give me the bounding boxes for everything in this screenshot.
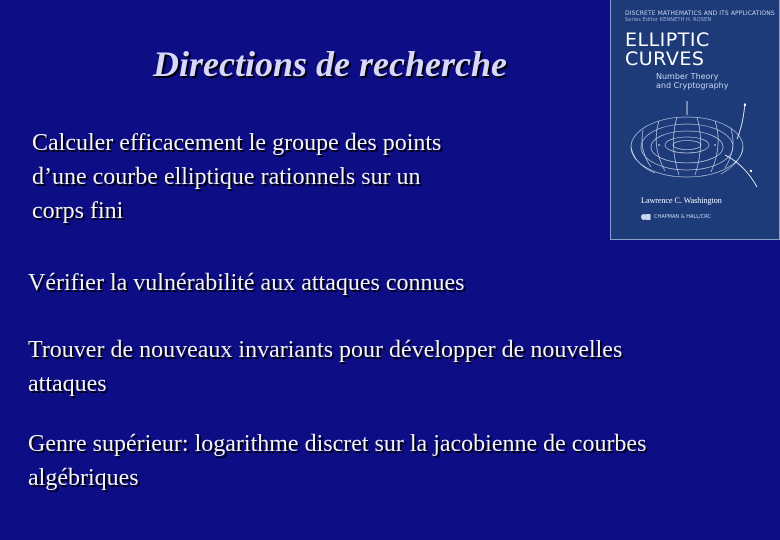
book-author: Lawrence C. Washington [641, 196, 722, 205]
book-title-line2: CURVES [625, 48, 705, 70]
bullet-new-invariants: Trouver de nouveaux invariants pour développer de nouvelles attaques [28, 337, 623, 397]
bullet-higher-genus: Genre supérieur: logarithme discret sur la jacobienne de courbes algébriques [28, 431, 647, 491]
book-subtitle-line2: and Cryptography [656, 81, 729, 90]
bullet-point-counting: Calculer efficacement le groupe des points d’une courbe elliptique rationnels sur un corps fini [32, 130, 442, 224]
book-series-name: DISCRETE MATHEMATICS AND ITS APPLICATIONS [625, 10, 775, 17]
book-series [625, 10, 775, 24]
book-cover-image [610, 0, 780, 240]
book-publisher [641, 213, 711, 221]
book-series-editor: Series Editor KENNETH H. ROSEN [625, 17, 712, 23]
slide-title: Directions de recherche [153, 44, 507, 84]
book-publisher-name: CHAPMAN & HALL/CRC [654, 214, 711, 220]
book-subtitle [656, 72, 766, 90]
bullet-known-attacks: Vérifier la vulnérabilité aux attaques connues [28, 270, 465, 296]
book-title [625, 31, 710, 69]
torus-illustration [625, 95, 773, 191]
book-title-line1: ELLIPTIC [625, 29, 710, 51]
publisher-logo-icon [641, 213, 651, 221]
book-subtitle-line1: Number Theory [656, 72, 719, 81]
